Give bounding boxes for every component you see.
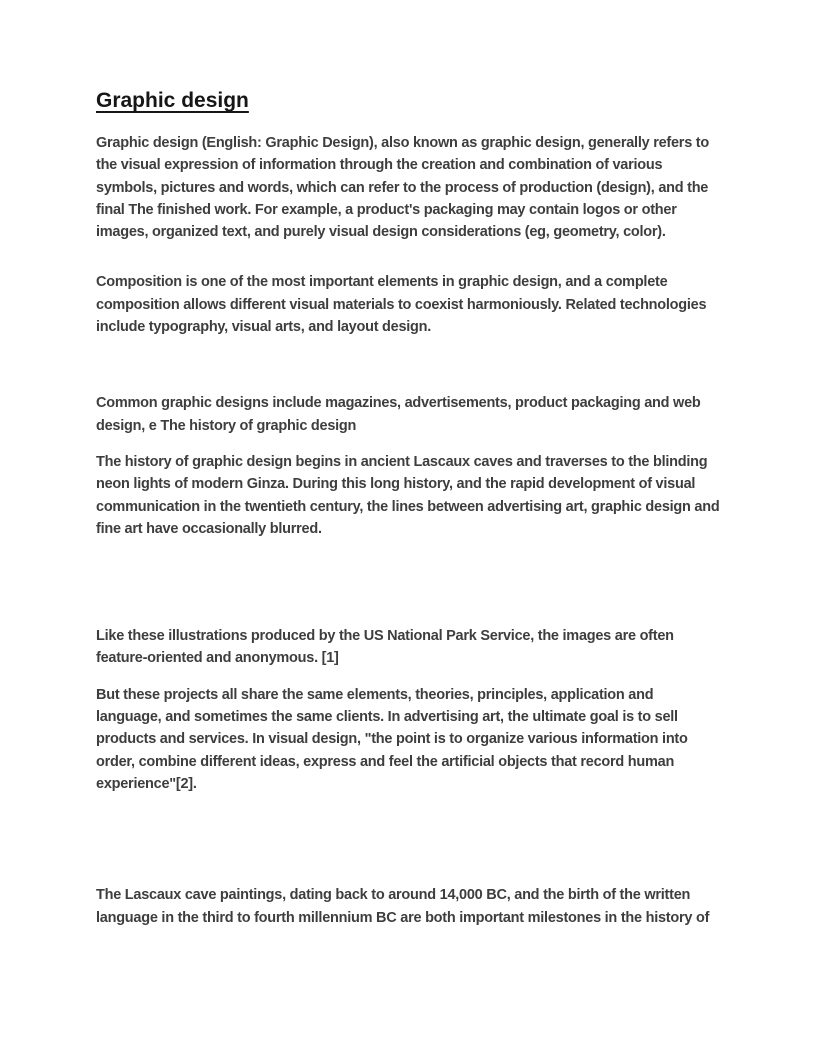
- page-title: Graphic design: [96, 89, 249, 112]
- paragraph-intro: Graphic design (English: Graphic Design), also known as graphic design, generally refers to the visual expression of information through the creation and combination of various symbols, pictures and words, which can refer to the process of production (design), and the final The finished work. For example, a product's packaging may contain logos or other images, organized text, and purely visual design considerations (eg, geometry, color).: [96, 135, 709, 241]
- paragraph-illustrations: Like these illustrations produced by the US National Park Service, the images are often feature-oriented and anonymous. [1]: [96, 628, 674, 667]
- paragraph-history-intro: The history of graphic design begins in ancient Lascaux caves and traverses to the blinding neon lights of modern Ginza. During this long history, and the rapid development of visual communication in the twentieth century, the lines between advertising art, graphic design and fine art have occasionally blurred.: [96, 453, 720, 537]
- paragraph-lascaux: The Lascaux cave paintings, dating back to around 14,000 BC, and the birth of the written language in the third to fourth millennium BC are both important milestones in the history of: [96, 887, 710, 926]
- paragraph-common-designs: Common graphic designs include magazines, advertisements, product packaging and web design, e The history of graphic design: [96, 395, 701, 434]
- paragraph-shared-elements: But these projects all share the same elements, theories, principles, application and language, and sometimes the same clients. In advertising art, the ultimate goal is to sell products and services. In visual design, "the point is to organize various information into order, combine different ideas, express and feel the artificial objects that record human experience"[2].: [96, 686, 688, 792]
- paragraph-composition: Composition is one of the most important elements in graphic design, and a complete composition allows different visual materials to coexist harmoniously. Related technologies include typography, visual arts, and layout design.: [96, 274, 707, 336]
